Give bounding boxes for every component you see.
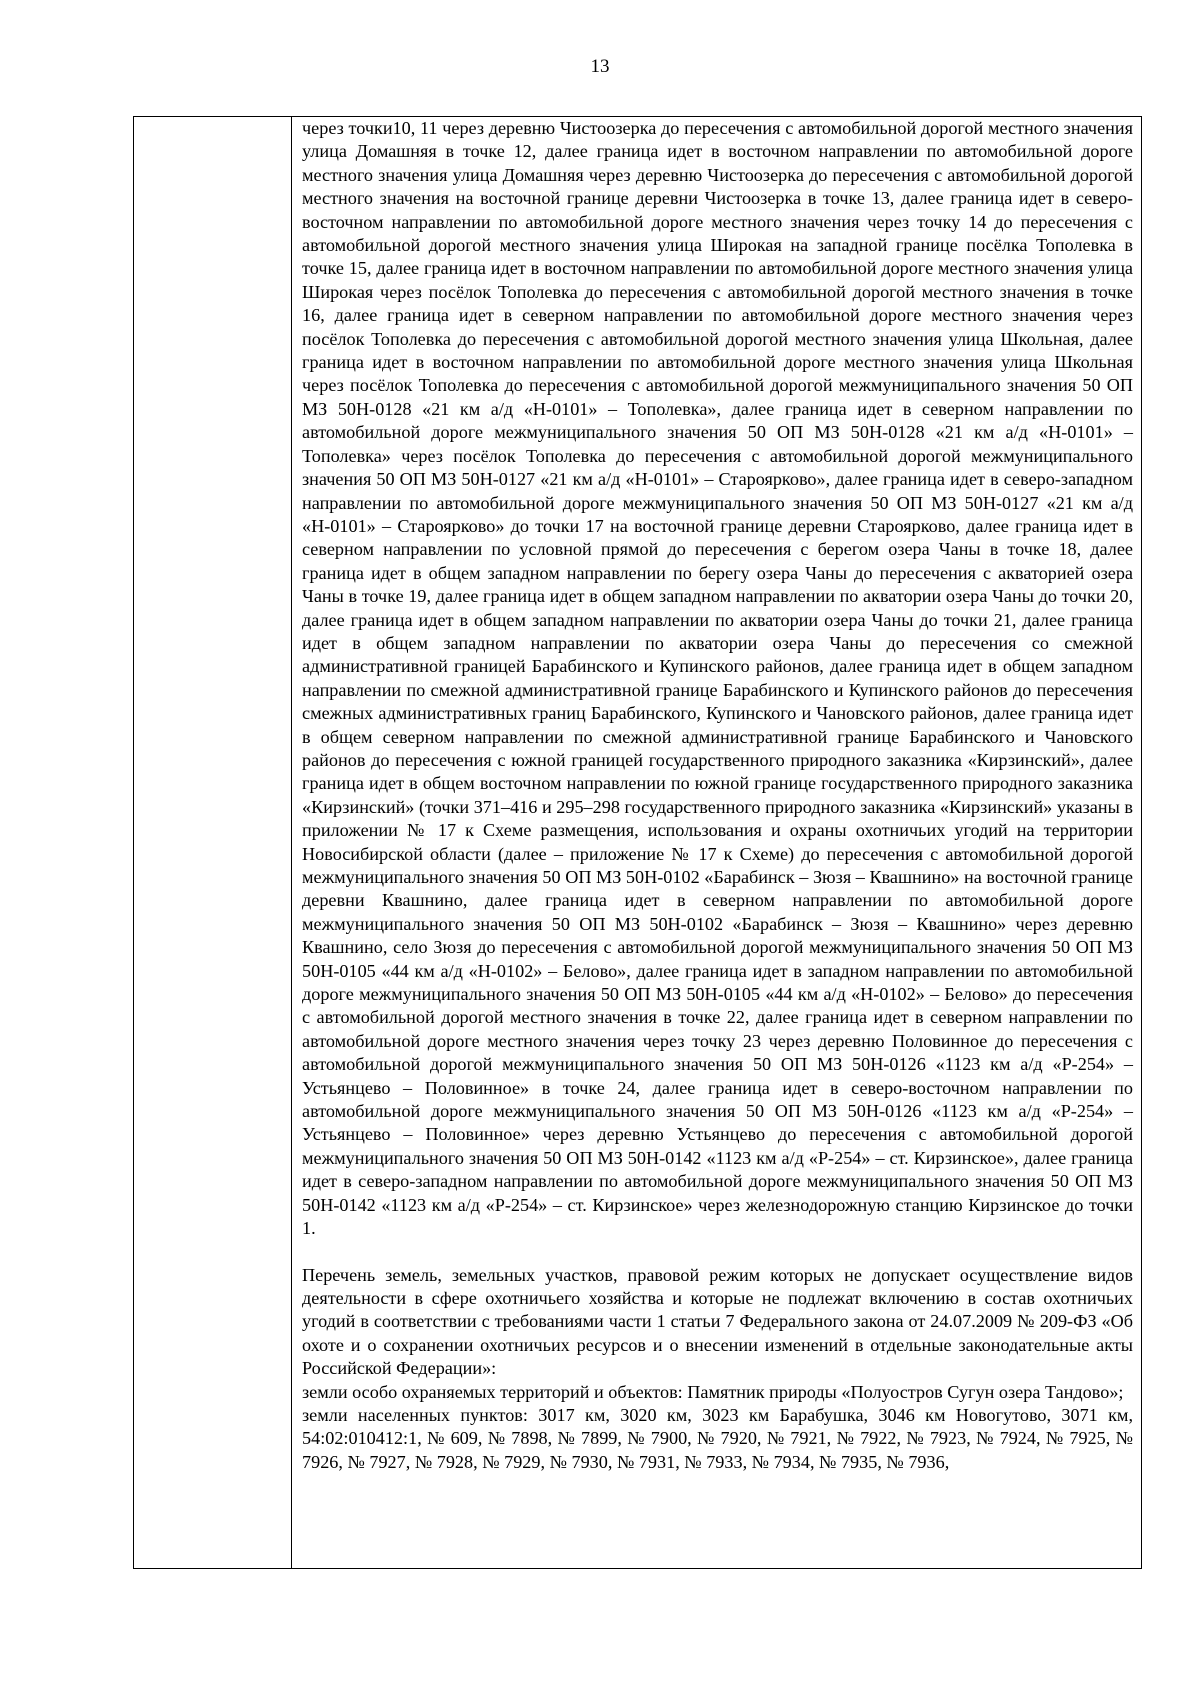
- page-number: 13: [590, 56, 610, 77]
- settlements-paragraph: земли населенных пунктов: 3017 км, 3020 км, 3023 км Барабушка, 3046 км Новогутово, 3071 км, 54:02:010412:1, № 609, № 7898, № 7899, № 7900, № 7920, № 7921, № 7922, № 7923, № 7924, № 7925, № 7926, № 7927, № 7928, № 7929, № 7930, № 7931, № 7933, № 7934, № 7935, № 7936,: [302, 1404, 1133, 1472]
- table-left-cell: [134, 117, 292, 1568]
- excluded-lands-intro-paragraph: Перечень земель, земельных участков, правовой режим которых не допускает осуществление видов деятельности в сфере охотничьего хозяйства и которые не подлежат включению в состав охотничьих угодий в соответствии с требованиями части 1 статьи 7 Федерального закона от 24.07.2009 № 209-ФЗ «Об охоте и о сохранении охотничьих ресурсов и о внесении изменений в отдельные законодательные акты Российской Федерации»:: [302, 1264, 1133, 1379]
- document-table: [133, 116, 1142, 1569]
- table-right-cell: [292, 117, 1141, 1568]
- boundary-description-paragraph: через точки10, 11 через деревню Чистоозерка до пересечения с автомобильной дорогой местного значения улица Домашняя в точке 12, далее граница идет в восточном направлении по автомобильной дороге местного значения улица Домашняя через деревню Чистоозерка до пересечения с автомобильной дорогой местного значения на восточной границе деревни Чистоозерка в точке 13, далее граница идет в северо-восточном направлении по автомобильной дороге местного значения через точку 14 до пересечения с автомобильной дорогой местного значения улица Широкая на западной границе посёлка Тополевка в точке 15, далее граница идет в восточном направлении по автомобильной дороге местного значения улица Широкая через посёлок Тополевка до пересечения с автомобильной дорогой местного значения в точке 16, далее граница идет в северном направлении по автомобильной дороге местного значения через посёлок Тополевка до пересечения с автомобильной дорогой местного значения улица Школьная, далее граница идет в восточном направлении по автомобильной дороге местного значения улица Школьная через посёлок Тополевка до пересечения с автомобильной дорогой межмуниципального значения 50 ОП МЗ 50Н-0128 «21 км а/д «Н-0101» – Тополевка», далее граница идет в северном направлении по автомобильной дороге межмуниципального значения 50 ОП МЗ 50Н-0128 «21 км а/д «Н-0101» – Тополевка» через посёлок Тополевка до пересечения с автомобильной дорогой межмуниципального значения 50 ОП МЗ 50Н-0127 «21 км а/д «Н-0101» – Староярково», далее граница идет в северо-западном направлении по автомобильной дороге межмуниципального значения 50 ОП МЗ 50Н-0127 «21 км а/д «Н-0101» – Староярково» до точки 17 на восточной границе деревни Староярково, далее граница идет в северном направлении по условной прямой до пересечения с берегом озера Чаны в точке 18, далее граница идет в общем западном направлении по берегу озера Чаны до пересечения с акваторией озера Чаны в точке 19, далее граница идет в общем западном направлении по акватории озера Чаны до точки 20, далее граница идет в общем западном направлении по акватории озера Чаны до точки 21, далее граница идет в общем западном направлении по акватории озера Чаны до пересечения со смежной административной границей Барабинского и Купинского районов, далее граница идет в общем западном направлении по смежной административной границе Барабинского и Купинского районов до пересечения смежных административных границ Барабинского, Купинского и Чановского районов, далее граница идет в общем северном направлении по смежной административной границе Барабинского и Чановского районов до пересечения с южной границей государственного природного заказника «Кирзинский», далее граница идет в общем восточном направлении по южной границе государственного природного заказника «Кирзинский» (точки 371–416 и 295–298 государственного природного заказника «Кирзинский» указаны в приложении № 17 к Схеме размещения, использования и охраны охотничьих угодий на территории Новосибирской области (далее – приложение № 17 к Схеме) до пересечения с автомобильной дорогой межмуниципального значения 50 ОП МЗ 50Н-0102 «Барабинск – Зюзя – Квашнино» на восточной границе деревни Квашнино, далее граница идет в северном направлении по автомобильной дороге межмуниципального значения 50 ОП МЗ 50Н-0102 «Барабинск – Зюзя – Квашнино» через деревню Квашнино, село Зюзя до пересечения с автомобильной дорогой межмуниципального значения 50 ОП МЗ 50Н-0105 «44 км а/д «Н-0102» – Белово», далее граница идет в западном направлении по автомобильной дороге межмуниципального значения 50 ОП МЗ 50Н-0105 «44 км а/д «Н-0102» – Белово» до пересечения с автомобильной дорогой местного значения в точке 22, далее граница идет в северном направлении по автомобильной дороге местного значения через точку 23 через деревню Половинное до пересечения с автомобильной дорогой межмуниципального значения 50 ОП МЗ 50Н-0126 «1123 км а/д «Р-254» – Устьянцево – Половинное» в точке 24, далее граница идет в северо-восточном направлении по автомобильной дороге межмуниципального значения 50 ОП МЗ 50Н-0126 «1123 км а/д «Р-254» – Устьянцево – Половинное» через деревню Устьянцево до пересечения с автомобильной дорогой межмуниципального значения 50 ОП МЗ 50Н-0142 «1123 км а/д «Р-254» – ст. Кирзинское», далее граница идет в северо-западном направлении по автомобильной дороге межмуниципального значения 50 ОП МЗ 50Н-0142 «1123 км а/д «Р-254» – ст. Кирзинское» через железнодорожную станцию Кирзинское до точки 1.: [302, 118, 1133, 1239]
- protected-territories-paragraph: земли особо охраняемых территорий и объектов: Памятник природы «Полуостров Сугун озера Тандово»;: [302, 1381, 1124, 1402]
